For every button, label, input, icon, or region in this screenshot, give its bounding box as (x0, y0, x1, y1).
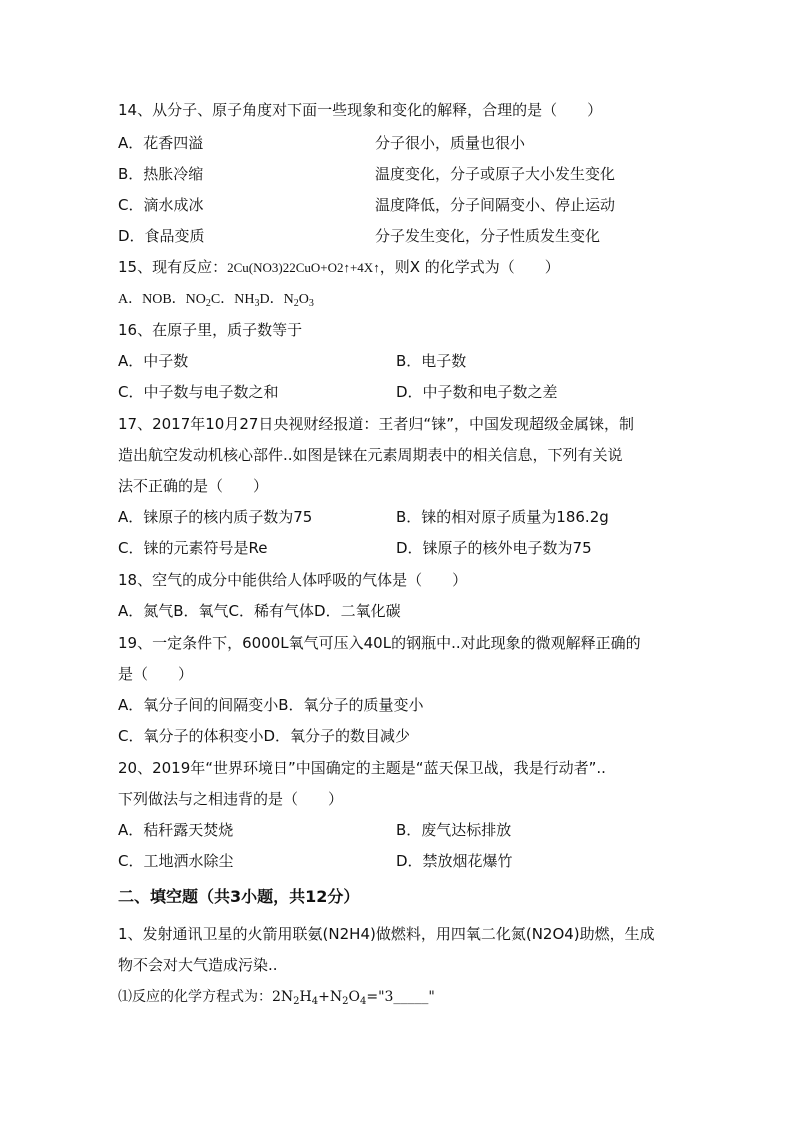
q15-sub-o3: 3 (308, 298, 314, 309)
q15-sub-3: 3 (254, 298, 260, 309)
q14-option-b: B．热胀冷缩 (118, 165, 204, 183)
q17-option-a: A．铼原子的核内质子数为75 (118, 508, 313, 526)
eq-plus-n: +N (318, 989, 343, 1005)
q17-option-c: C．铼的元素符号是Re (118, 539, 268, 557)
eq-h: H (299, 989, 312, 1005)
question-18-stem: 18、空气的成分中能供给人体呼吸的气体是（ ） (118, 571, 468, 589)
q14-explanation-a: 分子很小，质量也很小 (375, 134, 526, 152)
q20-option-a: A．秸秆露天焚烧 (118, 821, 234, 839)
question-15-stem (118, 257, 560, 277)
sub-4: 4 (311, 996, 319, 1007)
fill-q1-line-2: 物不会对大气造成污染.. (118, 956, 278, 974)
q19-options-ab: A．氧分子间的间隔变小B．氧分子的质量变小 (118, 696, 424, 714)
question-17-line-2: 造出航空发动机核心部件..如图是铼在元素周期表中的相关信息，下列有关说 (118, 446, 623, 464)
q16-option-d: D．中子数和电子数之差 (396, 383, 558, 401)
question-17-line-1: 17、2017年10月27日央视财经报道：王者归“铼”，中国发现超级金属铼，制 (118, 415, 634, 433)
q20-option-b: B．废气达标排放 (396, 821, 512, 839)
q20-option-d: D．禁放烟花爆竹 (396, 852, 513, 870)
question-19-line-2: 是（ ） (118, 665, 194, 683)
fill-q1-line-1: 1、发射通讯卫星的火箭用联氨(N2H4)做燃料，用四氧二化氮(N2O4)助燃，生成 (118, 925, 655, 943)
q14-explanation-c: 温度降低，分子间隔变小、停止运动 (375, 196, 616, 214)
answer-blank: ="3_____" (366, 989, 435, 1005)
q14-option-c: C．滴水成冰 (118, 196, 204, 214)
sub-4b: 4 (359, 996, 367, 1007)
equation-prefix: ⑴反应的化学方程式为：2N (118, 989, 294, 1005)
question-14-stem: 14、从分子、原子角度对下面一些现象和变化的解释，合理的是（ ） (118, 101, 603, 119)
q15-stem-suffix: ，则X 的化学式为（ ） (379, 258, 560, 276)
fill-q1-sub-1 (118, 987, 435, 1007)
sub-2b: 2 (342, 996, 349, 1007)
question-20-line-1: 20、2019年“世界环境日”中国确定的主题是“蓝天保卫战，我是行动者”.. (118, 759, 606, 777)
q15-chemical-equation: 2Cu(NO3)22CuO+O2↑+4X↑ (227, 260, 380, 275)
q15-option-d: D．N (259, 292, 294, 307)
q15-option-d-o: O (298, 292, 309, 307)
q15-option-c: C．NH (210, 292, 255, 307)
question-16-stem: 16、在原子里，质子数等于 (118, 321, 303, 339)
question-20-line-2: 下列做法与之相违背的是（ ） (118, 790, 344, 808)
q16-option-c: C．中子数与电子数之和 (118, 383, 279, 401)
question-19-line-1: 19、一定条件下，6000L氧气可压入40L的钢瓶中..对此现象的微观解释正确的 (118, 634, 641, 652)
q14-option-d: D．食品变质 (118, 227, 205, 245)
q17-option-b: B．铼的相对原子质量为186.2g (396, 508, 609, 526)
q16-option-a: A．中子数 (118, 352, 189, 370)
q20-option-c: C．工地洒水除尘 (118, 852, 234, 870)
q15-options (118, 290, 314, 310)
section-heading: 二、填空题（共3小题，共12分） (118, 887, 360, 906)
q18-options: A．氮气B．氧气C．稀有气体D．二氧化碳 (118, 602, 401, 620)
q14-explanation-d: 分子发生变化，分子性质发生变化 (375, 227, 601, 245)
eq-o: O (348, 989, 360, 1005)
q17-option-d: D．铼原子的核外电子数为75 (396, 539, 592, 557)
question-17-line-3: 法不正确的是（ ） (118, 477, 269, 495)
q14-explanation-b: 温度变化，分子或原子大小发生变化 (375, 165, 616, 183)
q15-sub-n2: 2 (293, 298, 299, 309)
q15-option-a-b: A．NOB．NO (118, 292, 206, 307)
q16-option-b: B．电子数 (396, 352, 467, 370)
sub-2: 2 (293, 996, 300, 1007)
q15-stem-prefix: 15、现有反应： (118, 258, 228, 276)
q19-options-cd: C．氧分子的体积变小D．氧分子的数目减少 (118, 727, 411, 745)
q14-option-a: A．花香四溢 (118, 134, 204, 152)
q15-sub-2: 2 (205, 298, 211, 309)
